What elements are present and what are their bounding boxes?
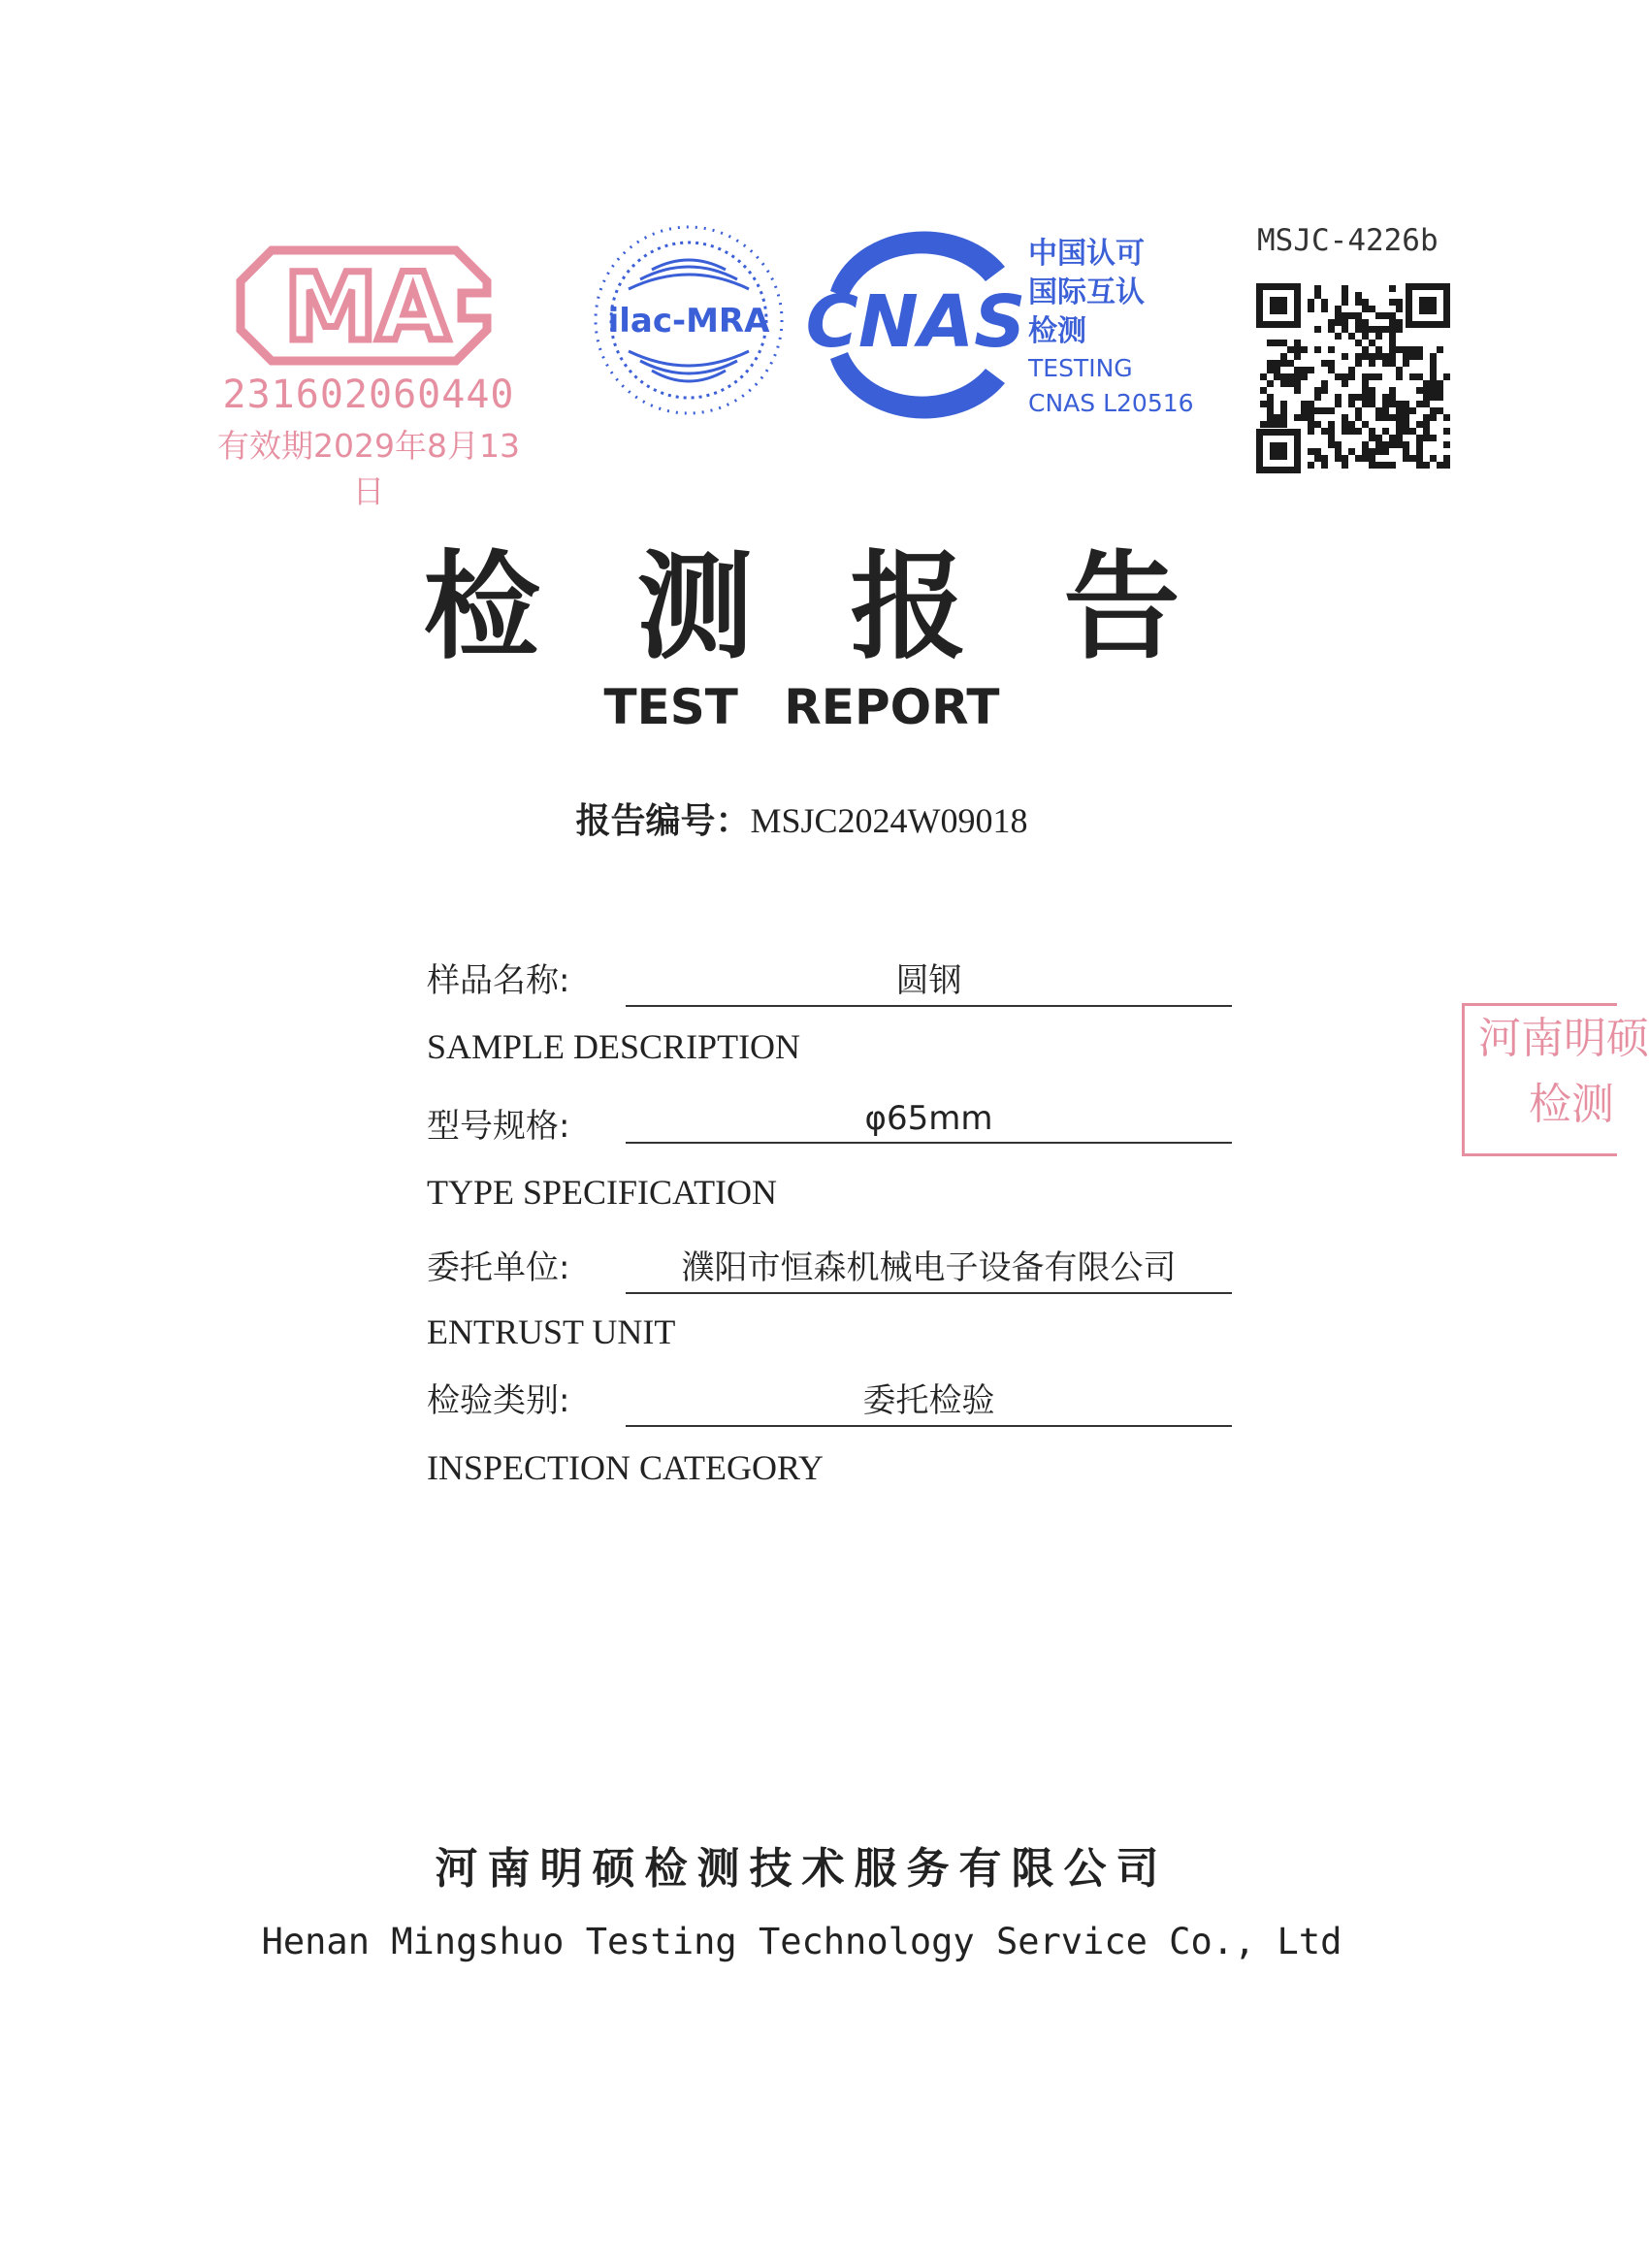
entrust-unit-en: ENTRUST UNIT (427, 1312, 676, 1351)
cnas-registration-number: CNAS L20516 (1028, 389, 1194, 417)
cma-certificate-number: 231602060440 (222, 373, 515, 417)
type-spec-label: 型号规格: (427, 1107, 570, 1146)
entrust-unit-label: 委托单位: (427, 1248, 570, 1287)
inspection-category-en: INSPECTION CATEGORY (427, 1448, 824, 1487)
type-specification-en: TYPE SPECIFICATION (427, 1173, 778, 1212)
report-number (0, 794, 1603, 843)
svg-text:CNAS: CNAS (805, 280, 1026, 364)
qr-code-icon (1256, 283, 1450, 473)
report-number-value: MSJC2024W09018 (750, 801, 1028, 840)
inspection-category-value: 委托检验 (626, 1374, 1232, 1427)
sample-name-label: 样品名称: (427, 961, 570, 1000)
inspection-category-label: 检验类别: (427, 1381, 570, 1420)
ilac-mra-logo (590, 221, 789, 420)
cma-validity-date: 有效期2029年8月13日 (217, 427, 520, 510)
type-spec-value: φ65mm (626, 1099, 1232, 1144)
cnas-cn-line1: 中国认可 (1028, 237, 1145, 271)
cnas-en-line: TESTING (1028, 354, 1133, 382)
company-name-cn: 河南明硕检测技术服务有限公司 (435, 1844, 1169, 1894)
cma-logo (233, 243, 495, 369)
cnas-logo (801, 238, 1030, 410)
report-number-label: 报告编号： (575, 801, 751, 841)
report-title-cn: 检测报告 (423, 538, 1277, 675)
entrust-unit-value: 濮阳市恒森机械电子设备有限公司 (626, 1241, 1232, 1294)
seam-stamp-line2: 检测 (1529, 1080, 1614, 1129)
svg-text:MA: MA (284, 253, 449, 362)
sample-name-value: 圆钢 (626, 954, 1232, 1007)
form-code: MSJC-4226b (1257, 223, 1439, 258)
company-name-en: Henan Mingshuo Testing Technology Service Co., Ltd (261, 1921, 1342, 1962)
sample-description-en: SAMPLE DESCRIPTION (427, 1027, 801, 1066)
cnas-cn-line3: 检测 (1028, 314, 1086, 348)
cnas-cn-line2: 国际互认 (1028, 275, 1145, 309)
seam-stamp (1462, 1003, 1649, 1156)
cnas-accreditation-text (1028, 235, 1194, 421)
seam-stamp-line1: 河南明硕 (1478, 1014, 1649, 1063)
svg-text:ilac-MRA: ilac-MRA (607, 302, 770, 340)
report-title-en: TEST REPORT (603, 679, 1000, 735)
